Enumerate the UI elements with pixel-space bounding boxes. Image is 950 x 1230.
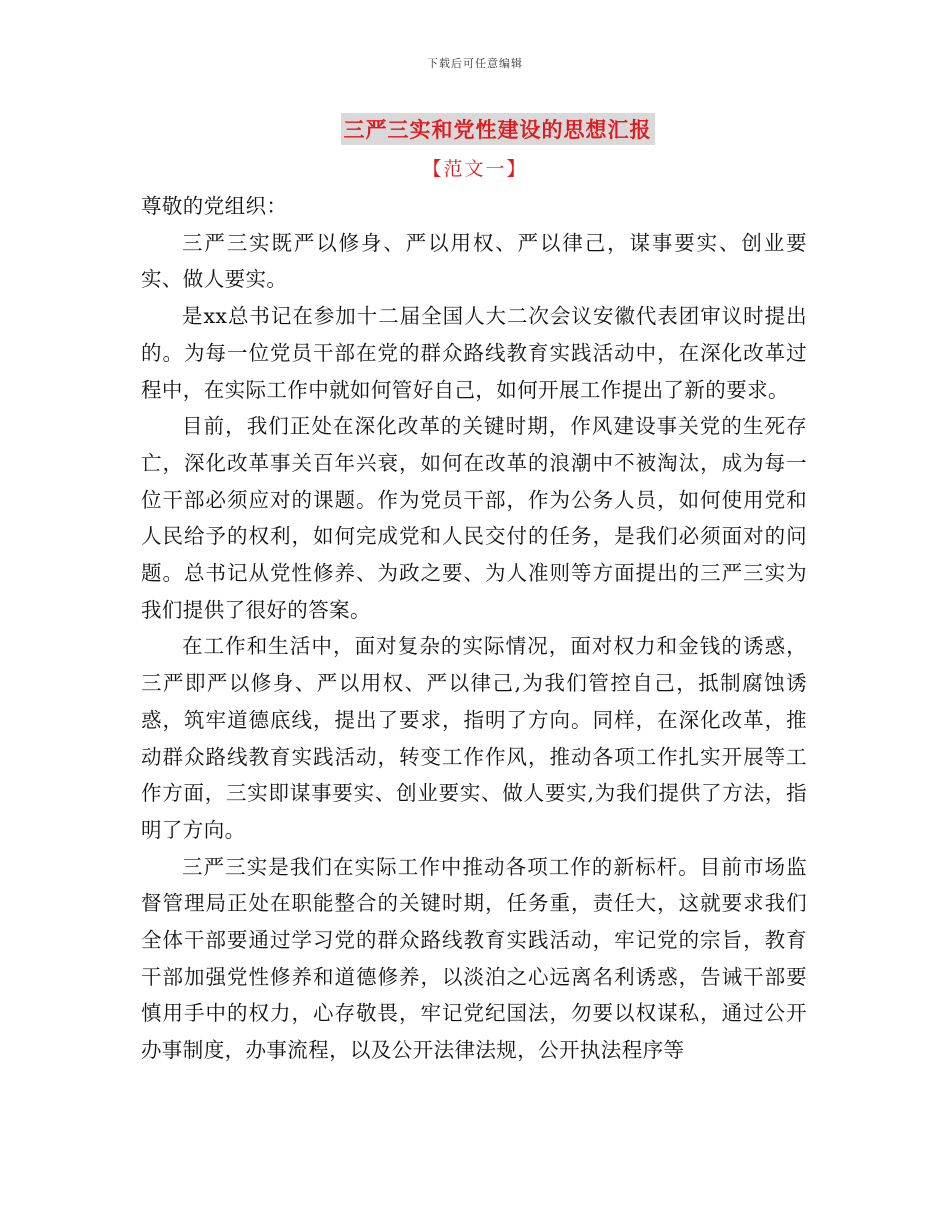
paragraph: 三严三实既严以修身、严以用权、严以律己，谋事要实、创业要实、做人要实。 bbox=[141, 230, 807, 292]
page-header-note: 下载后可任意编辑 bbox=[427, 57, 523, 70]
document-subtitle: 【范文一】 bbox=[422, 158, 528, 180]
paragraph: 在工作和生活中，面对复杂的实际情况，面对权力和金钱的诱惑，三严即严以修身、严以用权、严以律己,为我们管控自己，抵制腐蚀诱惑，筑牢道德底线，提出了要求，指明了方向。同样，在深化改革，推动群众路线教育实践活动，转变工作作风，推动各项工作扎实开展等工作方面，三实即谋事要实、创业要实、做人要实,为我们提供了方法，指明了方向。 bbox=[141, 634, 807, 842]
paragraph: 三严三实是我们在实际工作中推动各项工作的新标杆。目前市场监督管理局正处在职能整合的关键时期，任务重，责任大，这就要求我们全体干部要通过学习党的群众路线教育实践活动，牢记党的宗旨，教育干部加强党性修养和道德修养，以淡泊之心远离名利诱惑，告诫干部要慎用手中的权力，心存敬畏，牢记党纪国法，勿要以权谋私，通过公开办事制度，办事流程，以及公开法律法规，公开执法程序等 bbox=[141, 854, 807, 1063]
paragraph: 目前，我们正处在深化改革的关键时期，作风建设事关党的生死存亡，深化改革事关百年兴衰，如何在改革的浪潮中不被淘汰，成为每一位干部必须应对的课题。作为党员干部，作为公务人员，如何使用党和人民给予的权利，如何完成党和人民交付的任务，是我们必须面对的问题。总书记从党性修养、为政之要、为人准则等方面提出的三严三实为我们提供了很好的答案。 bbox=[141, 414, 807, 622]
document-body bbox=[141, 188, 807, 1069]
document-title: 三严三实和党性建设的思想汇报 bbox=[341, 113, 655, 145]
paragraph: 是xx总书记在参加十二届全国人大二次会议安徽代表团审议时提出的。为每一位党员干部在党的群众路线教育实践活动中，在深化改革过程中，在实际工作中就如何管好自己，如何开展工作提出了新的要求。 bbox=[141, 304, 807, 402]
salutation: 尊敬的党组织： bbox=[141, 194, 288, 218]
document-title-wrapper bbox=[0, 113, 950, 145]
